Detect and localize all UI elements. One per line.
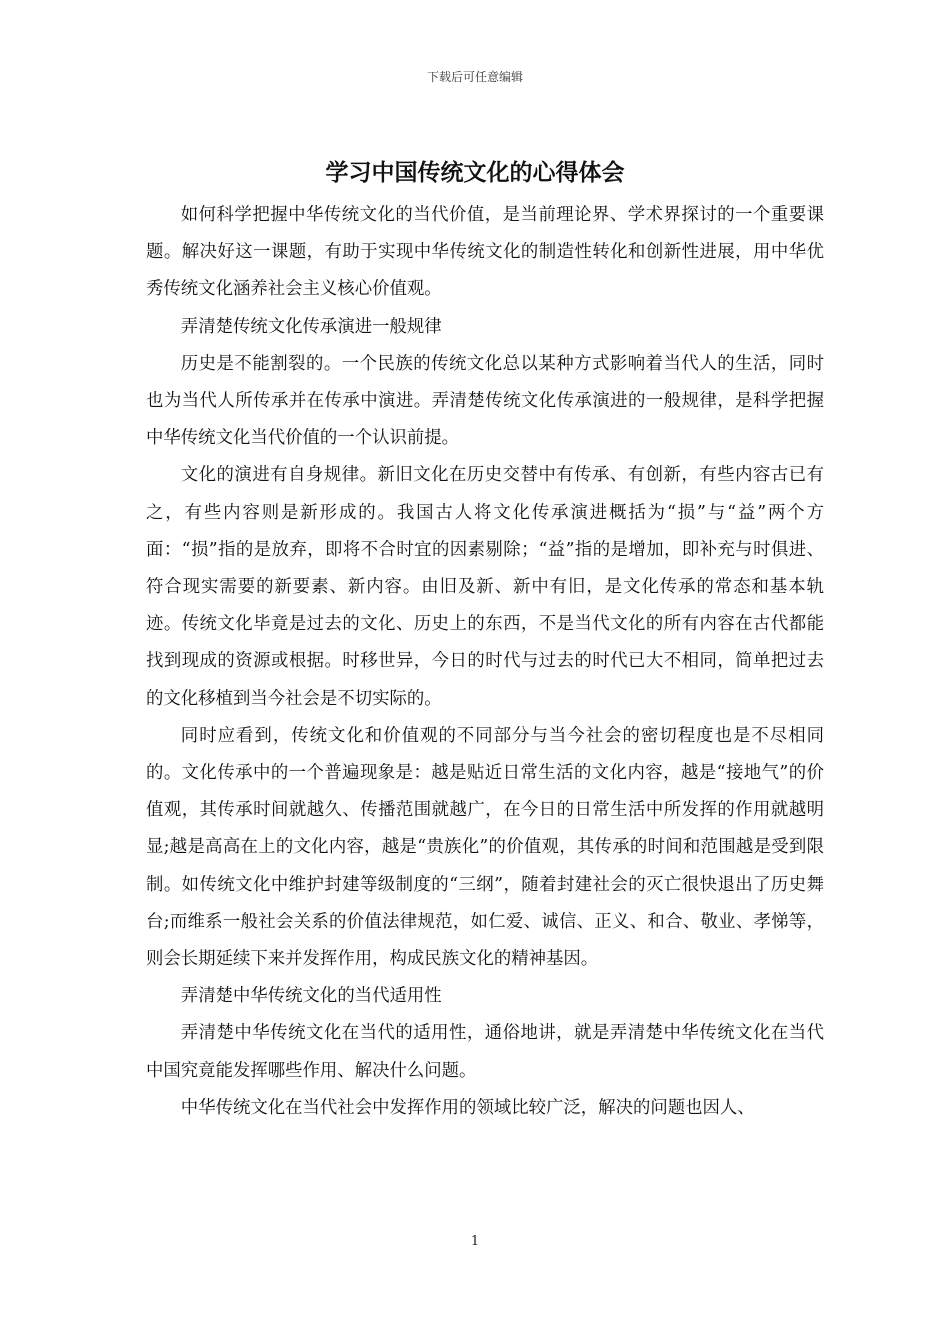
document-title: 学习中国传统文化的心得体会 bbox=[325, 160, 625, 186]
paragraph-history: 历史是不能割裂的。一个民族的传统文化总以某种方式影响着当代人的生活，同时也为当代人所传承并在传承中演进。弄清楚传统文化传承演进的一般规律，是科学把握中华传统文化当代价值的一个认识前提。 bbox=[146, 353, 824, 449]
section-heading-transmission-rules: 弄清楚传统文化传承演进一般规律 bbox=[180, 316, 442, 337]
paragraph-cultural-evolution: 文化的演进有自身规律。新旧文化在历史交替中有传承、有创新，有些内容古已有之，有些内容则是新形成的。我国古人将文化传承演进概括为“损”与“益”两个方面：“损”指的是放弃，即将不合时宜的因素剔除；“益”指的是增加，即补充与时俱进、符合现实需要的新要素、新内容。由旧及新、新中有旧，是文化传承的常态和基本轨迹。传统文化毕竟是过去的文化、历史上的东西，不是当代文化的所有内容在古代都能找到现成的资源或根据。时移世异，今日的时代与过去的时代已大不相同，简单把过去的文化移植到当今社会是不切实际的。 bbox=[146, 465, 824, 709]
section-heading-contemporary-applicability: 弄清楚中华传统文化的当代适用性 bbox=[180, 986, 442, 1007]
paragraph-intro: 如何科学把握中华传统文化的当代价值，是当前理论界、学术界探讨的一个重要课题。解决好这一课题，有助于实现中华传统文化的制造性转化和创新性进展，用中华优秀传统文化涵养社会主义核心价值观。 bbox=[146, 205, 824, 300]
paragraph-fields: 中华传统文化在当代社会中发挥作用的领域比较广泛，解决的问题也因人、 bbox=[180, 1097, 755, 1118]
header-note: 下载后可任意编辑 bbox=[426, 70, 523, 84]
paragraph-applicability: 弄清楚中华传统文化在当代的适用性，通俗地讲，就是弄清楚中华传统文化在当代中国究竟能发挥哪些作用、解决什么问题。 bbox=[146, 1023, 824, 1081]
page-number: 1 bbox=[470, 1234, 480, 1249]
paragraph-values-relevance: 同时应看到，传统文化和价值观的不同部分与当今社会的密切程度也是不尽相同的。文化传承中的一个普遍现象是：越是贴近日常生活的文化内容，越是“接地气”的价值观，其传承时间就越久、传播范围就越广，在今日的日常生活中所发挥的作用就越明显;越是高高在上的文化内容，越是“贵族化”的价值观，其传承的时间和范围越是受到限制。如传统文化中维护封建等级制度的“三纲”，随着封建社会的灭亡很快退出了历史舞台;而维系一般社会关系的价值法律规范，如仁爱、诚信、正义、和合、敬业、孝悌等，则会长期延续下来并发挥作用，构成民族文化的精神基因。 bbox=[146, 725, 824, 970]
document-body bbox=[146, 197, 824, 1127]
